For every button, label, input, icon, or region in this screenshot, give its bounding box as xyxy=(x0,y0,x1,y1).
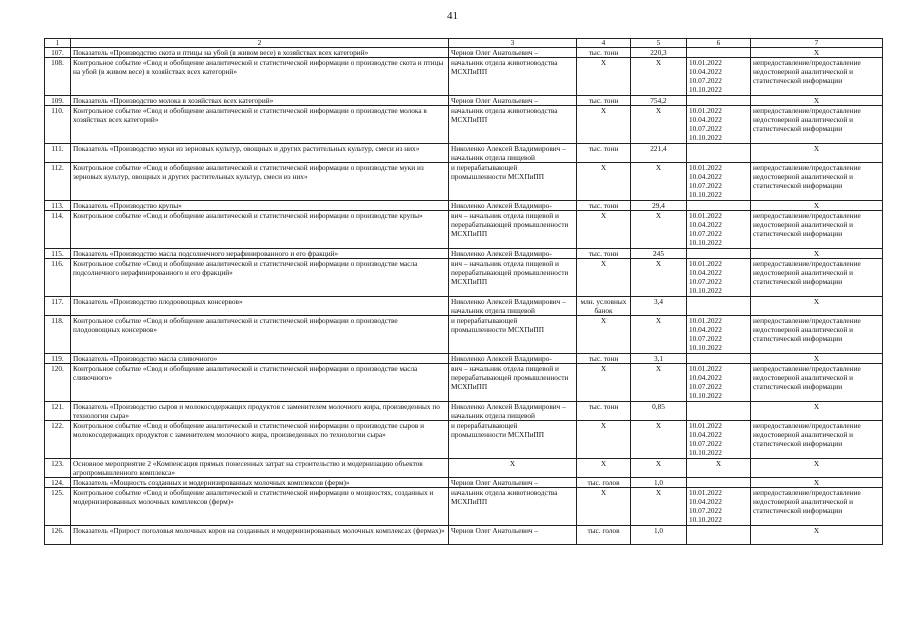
row-unit: тыс. тонн xyxy=(577,354,631,364)
row-responsible: и перерабатывающей промышленности МСХПиПП xyxy=(449,163,577,201)
header-cell: 2 xyxy=(71,39,449,48)
row-consequence: X xyxy=(751,402,883,421)
row-description: Показатель «Производство муки из зерновых культур, овощных и других растительных культур, смеси из них» xyxy=(71,144,449,163)
row-unit: тыс. тонн xyxy=(577,96,631,106)
row-dates xyxy=(687,526,751,545)
row-dates: 10.01.2022 10.04.2022 10.07.2022 10.10.2022 xyxy=(687,259,751,297)
row-unit: X xyxy=(577,211,631,249)
row-unit: X xyxy=(577,316,631,354)
control-event-row xyxy=(45,488,883,526)
row-responsible: Николенко Алексей Владимиро- xyxy=(449,249,577,259)
row-unit: X xyxy=(577,421,631,459)
row-description: Показатель «Мощность созданных и модернизированных молочных комплексов (ферм)» xyxy=(71,478,449,488)
row-responsible: Николенко Алексей Владимирович – начальник отдела пищевой xyxy=(449,402,577,421)
row-number: 124. xyxy=(45,478,71,488)
control-event-row xyxy=(45,316,883,354)
indicator-row xyxy=(45,402,883,421)
row-number: 107. xyxy=(45,48,71,58)
row-consequence: непредоставление/предоставление недостоверной аналитической и статистической информации xyxy=(751,364,883,402)
row-dates xyxy=(687,48,751,58)
row-unit: тыс. тонн xyxy=(577,249,631,259)
row-consequence: непредоставление/предоставление недостоверной аналитической и статистической информации xyxy=(751,421,883,459)
row-number: 112. xyxy=(45,163,71,201)
row-value: 0,85 xyxy=(631,402,687,421)
row-consequence: X xyxy=(751,249,883,259)
row-dates xyxy=(687,96,751,106)
header-cell: 4 xyxy=(577,39,631,48)
row-value: 221,4 xyxy=(631,144,687,163)
row-value: 220,3 xyxy=(631,48,687,58)
row-value: X xyxy=(631,106,687,144)
control-event-row xyxy=(45,259,883,297)
row-responsible: и перерабатывающей промышленности МСХПиПП xyxy=(449,316,577,354)
row-responsible: Чернов Олег Анатольевич – xyxy=(449,96,577,106)
row-value: X xyxy=(631,58,687,96)
row-responsible: Николенко Алексей Владимирович – начальник отдела пищевой xyxy=(449,144,577,163)
row-description: Показатель «Производство скота и птицы на убой (в живом весе) в хозяйствах всех категорий» xyxy=(71,48,449,58)
row-description: Показатель «Производство молока в хозяйствах всех категорий» xyxy=(71,96,449,106)
row-value: 3,1 xyxy=(631,354,687,364)
row-number: 123. xyxy=(45,459,71,478)
row-description: Контрольное событие «Свод и обобщение аналитической и статистической информации о производстве масла подсолнечного нерафинированного и его фракций» xyxy=(71,259,449,297)
row-description: Контрольное событие «Свод и обобщение аналитической и статистической информации о производстве масла сливочного» xyxy=(71,364,449,402)
row-description: Показатель «Производство масла сливочного» xyxy=(71,354,449,364)
row-dates xyxy=(687,297,751,316)
row-dates: 10.01.2022 10.04.2022 10.07.2022 10.10.2022 xyxy=(687,488,751,526)
row-consequence: непредоставление/предоставление недостоверной аналитической и статистической информации xyxy=(751,211,883,249)
row-number: 125. xyxy=(45,488,71,526)
row-description: Контрольное событие «Свод и обобщение аналитической и статистической информации о мощностях, созданных и модернизированных молочных комплексов (ферм)» xyxy=(71,488,449,526)
row-consequence: X xyxy=(751,48,883,58)
row-number: 113. xyxy=(45,201,71,211)
row-unit: X xyxy=(577,106,631,144)
row-consequence: X xyxy=(751,354,883,364)
indicator-row xyxy=(45,526,883,545)
row-number: 119. xyxy=(45,354,71,364)
indicator-row xyxy=(45,48,883,58)
row-dates xyxy=(687,201,751,211)
indicator-row xyxy=(45,201,883,211)
row-number: 120. xyxy=(45,364,71,402)
indicator-row xyxy=(45,249,883,259)
row-consequence: X xyxy=(751,201,883,211)
row-dates xyxy=(687,354,751,364)
row-responsible: X xyxy=(449,459,577,478)
row-number: 111. xyxy=(45,144,71,163)
row-description: Контрольное событие «Свод и обобщение аналитической и статистической информации о производстве сыров и молокосодержащих продуктов с заменителем молочного жира, произведенных по технологии сыра» xyxy=(71,421,449,459)
row-consequence: X xyxy=(751,459,883,478)
row-description: Контрольное событие «Свод и обобщение аналитической и статистической информации о производстве муки из зерновых культур, овощных и других растительных культур, смеси из них» xyxy=(71,163,449,201)
row-number: 109. xyxy=(45,96,71,106)
row-description: Показатель «Прирост поголовья молочных коров на созданных и модернизированных молочных комплексах (фермах)» xyxy=(71,526,449,545)
control-event-row xyxy=(45,106,883,144)
row-responsible: начальник отдела животноводства МСХПиПП xyxy=(449,106,577,144)
row-responsible: Чернов Олег Анатольевич – xyxy=(449,48,577,58)
row-consequence: непредоставление/предоставление недостоверной аналитической и статистической информации xyxy=(751,163,883,201)
row-value: X xyxy=(631,211,687,249)
row-description: Показатель «Производство плодоовощных консервов» xyxy=(71,297,449,316)
row-responsible: вич – начальник отдела пищевой и перерабатывающей промышленности МСХПиПП xyxy=(449,364,577,402)
row-unit: X xyxy=(577,163,631,201)
row-number: 108. xyxy=(45,58,71,96)
row-value: X xyxy=(631,364,687,402)
row-unit: X xyxy=(577,259,631,297)
header-cell: 1 xyxy=(45,39,71,48)
row-value: 1,0 xyxy=(631,526,687,545)
row-value: 3,4 xyxy=(631,297,687,316)
header-row xyxy=(45,39,883,48)
row-description: Показатель «Производство масла подсолнечного нерафинированного и его фракций» xyxy=(71,249,449,259)
row-value: X xyxy=(631,316,687,354)
row-responsible: Чернов Олег Анатольевич – xyxy=(449,526,577,545)
page-number: 41 xyxy=(447,10,458,22)
indicator-row xyxy=(45,297,883,316)
row-description: Контрольное событие «Свод и обобщение аналитической и статистической информации о производстве плодоовощных консервов» xyxy=(71,316,449,354)
row-responsible: вич – начальник отдела пищевой и перерабатывающей промышленности МСХПиПП xyxy=(449,211,577,249)
indicator-row xyxy=(45,354,883,364)
header-cell: 3 xyxy=(449,39,577,48)
row-description: Показатель «Производство крупы» xyxy=(71,201,449,211)
row-consequence: X xyxy=(751,96,883,106)
row-number: 115. xyxy=(45,249,71,259)
row-consequence: X xyxy=(751,144,883,163)
row-value: X xyxy=(631,421,687,459)
control-event-row xyxy=(45,421,883,459)
row-responsible: и перерабатывающей промышленности МСХПиПП xyxy=(449,421,577,459)
row-unit: X xyxy=(577,459,631,478)
row-description: Показатель «Производство сыров и молокосодержащих продуктов с заменителем молочного жира, произведенных по технологии сыра» xyxy=(71,402,449,421)
row-consequence: непредоставление/предоставление недостоверной аналитической и статистической информации xyxy=(751,259,883,297)
row-value: X xyxy=(631,459,687,478)
row-unit: тыс. тонн xyxy=(577,402,631,421)
row-unit: X xyxy=(577,488,631,526)
row-unit: X xyxy=(577,58,631,96)
row-number: 110. xyxy=(45,106,71,144)
row-unit: тыс. тонн xyxy=(577,144,631,163)
row-consequence: X xyxy=(751,478,883,488)
row-dates xyxy=(687,249,751,259)
indicator-row xyxy=(45,144,883,163)
header-cell: 6 xyxy=(687,39,751,48)
control-event-row xyxy=(45,211,883,249)
row-dates: 10.01.2022 10.04.2022 10.07.2022 10.10.2022 xyxy=(687,163,751,201)
row-number: 118. xyxy=(45,316,71,354)
row-number: 116. xyxy=(45,259,71,297)
row-dates: 10.01.2022 10.04.2022 10.07.2022 10.10.2022 xyxy=(687,106,751,144)
row-responsible: Николенко Алексей Владимиро- xyxy=(449,354,577,364)
row-consequence: X xyxy=(751,297,883,316)
row-dates: 10.01.2022 10.04.2022 10.07.2022 10.10.2022 xyxy=(687,421,751,459)
row-responsible: вич – начальник отдела пищевой и перерабатывающей промышленности МСХПиПП xyxy=(449,259,577,297)
row-responsible: Николенко Алексей Владимиро- xyxy=(449,201,577,211)
row-value: X xyxy=(631,488,687,526)
row-value: 245 xyxy=(631,249,687,259)
row-consequence: непредоставление/предоставление недостоверной аналитической и статистической информации xyxy=(751,488,883,526)
indicator-row xyxy=(45,478,883,488)
row-description: Контрольное событие «Свод и обобщение аналитической и статистической информации о производстве молока в хозяйствах всех категорий» xyxy=(71,106,449,144)
row-consequence: непредоставление/предоставление недостоверной аналитической и статистической информации xyxy=(751,316,883,354)
row-consequence: непредоставление/предоставление недостоверной аналитической и статистической информации xyxy=(751,58,883,96)
row-dates xyxy=(687,478,751,488)
row-description: Основное мероприятие 2 «Компенсация прямых понесенных затрат на строительство и модернизацию объектов агропромышленного комплекса» xyxy=(71,459,449,478)
row-dates: X xyxy=(687,459,751,478)
row-unit: X xyxy=(577,364,631,402)
row-unit: тыс. тонн xyxy=(577,48,631,58)
row-responsible: Чернов Олег Анатольевич – xyxy=(449,478,577,488)
row-description: Контрольное событие «Свод и обобщение аналитической и статистической информации о производстве скота и птицы на убой (в живом весе) в хозяйствах всех категорий» xyxy=(71,58,449,96)
row-unit: тыс. голов xyxy=(577,478,631,488)
row-unit: тыс. голов xyxy=(577,526,631,545)
header-cell: 5 xyxy=(631,39,687,48)
control-event-row xyxy=(45,364,883,402)
row-number: 121. xyxy=(45,402,71,421)
row-unit: млн. условных банок xyxy=(577,297,631,316)
plan-table xyxy=(44,38,883,545)
row-unit: тыс. тонн xyxy=(577,201,631,211)
control-event-row xyxy=(45,58,883,96)
row-dates: 10.01.2022 10.04.2022 10.07.2022 10.10.2022 xyxy=(687,211,751,249)
row-value: 754,2 xyxy=(631,96,687,106)
control-event-row xyxy=(45,163,883,201)
row-consequence: X xyxy=(751,526,883,545)
row-dates: 10.01.2022 10.04.2022 10.07.2022 10.10.2022 xyxy=(687,316,751,354)
row-value: X xyxy=(631,163,687,201)
row-value: X xyxy=(631,259,687,297)
row-responsible: начальник отдела животноводства МСХПиПП xyxy=(449,58,577,96)
row-dates xyxy=(687,402,751,421)
row-responsible: Николенко Алексей Владимирович – начальник отдела пищевой xyxy=(449,297,577,316)
row-number: 122. xyxy=(45,421,71,459)
row-consequence: непредоставление/предоставление недостоверной аналитической и статистической информации xyxy=(751,106,883,144)
row-number: 126. xyxy=(45,526,71,545)
row-dates: 10.01.2022 10.04.2022 10.07.2022 10.10.2022 xyxy=(687,58,751,96)
row-dates: 10.01.2022 10.04.2022 10.07.2022 10.10.2022 xyxy=(687,364,751,402)
main-activity-row xyxy=(45,459,883,478)
row-responsible: начальник отдела животноводства МСХПиПП xyxy=(449,488,577,526)
indicator-row xyxy=(45,96,883,106)
row-value: 1,0 xyxy=(631,478,687,488)
row-value: 29,4 xyxy=(631,201,687,211)
row-number: 114. xyxy=(45,211,71,249)
row-number: 117. xyxy=(45,297,71,316)
row-description: Контрольное событие «Свод и обобщение аналитической и статистической информации о производстве крупы» xyxy=(71,211,449,249)
row-dates xyxy=(687,144,751,163)
header-cell: 7 xyxy=(751,39,883,48)
